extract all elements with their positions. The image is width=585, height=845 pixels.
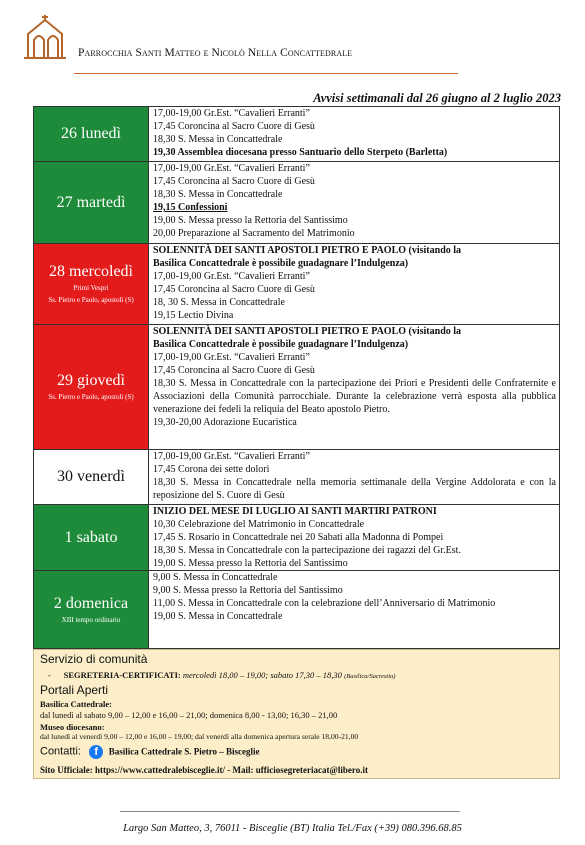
event-item: SOLENNITÀ DEI SANTI APOSTOLI PIETRO E PAOLO (visitando la xyxy=(153,326,462,337)
event-item: 19,00 S. Messa in Concattedrale xyxy=(153,611,283,622)
event-item: 17,45 Coroncina al Sacro Cuore di Gesù xyxy=(153,121,315,132)
day-cell xyxy=(34,505,149,571)
contacts-line xyxy=(40,745,260,759)
event-item: 17,00-19,00 Gr.Est. “Cavalieri Erranti” xyxy=(153,352,310,363)
event-item: 11,00 S. Messa in Concattedrale con la celebrazione dell’Anniversario di Matrimonio xyxy=(153,598,496,609)
day-name: 29 giovedì xyxy=(57,372,125,389)
notices-title: Avvisi settimanali dal 26 giugno al 2 luglio 2023 xyxy=(313,91,561,105)
day-name: 26 lunedì xyxy=(61,125,121,142)
day-cell xyxy=(34,107,149,162)
events-cell xyxy=(149,162,560,244)
event-item: 9,00 S. Messa in Concattedrale xyxy=(153,572,278,583)
event-item: 19,00 S. Messa presso la Rettoria del Santissimo xyxy=(153,215,348,226)
event-item: 19,15 Lectio Divina xyxy=(153,310,234,321)
day-name: 27 martedì xyxy=(56,193,126,211)
events-cell xyxy=(149,505,560,571)
event-item: 17,45 S. Rosario in Concattedrale nei 20 Sabati alla Madonna di Pompei xyxy=(153,532,444,543)
event-item: 17,00-19,00 Gr.Est. “Cavalieri Erranti” xyxy=(153,271,310,282)
facebook-icon[interactable]: f xyxy=(89,745,103,759)
footer-divider xyxy=(120,811,460,812)
church-logo xyxy=(22,14,68,62)
day-cell xyxy=(34,244,149,325)
basilica-hours: dal lunedì al sabato 9,00 – 12,00 e 16,00 – 21,00; domenica 8,00 - 13,00; 16,30 – 21,00 xyxy=(40,710,338,720)
events-cell xyxy=(149,244,560,325)
day-name: 1 sabato xyxy=(64,528,118,546)
day-cell xyxy=(34,450,149,505)
day-row xyxy=(34,162,560,244)
event-item: 19,00 S. Messa presso la Rettoria del Santissimo xyxy=(153,558,348,569)
day-liturgical-note: Ss. Pietro e Paolo, apostoli (S) xyxy=(48,393,134,401)
event-item: INIZIO DEL MESE DI LUGLIO AI SANTI MARTIRI PATRONI xyxy=(153,506,437,517)
day-row xyxy=(34,505,560,571)
day-row xyxy=(34,571,560,649)
events-cell xyxy=(149,325,560,450)
footer-address: Largo San Matteo, 3, 76011 - Bisceglie (BT) Italia Tel./Fax (+39) 080.396.68.85 xyxy=(123,823,462,834)
event-item: Basilica Concattedrale è possibile guadagnare l’Indulgenza) xyxy=(153,339,409,350)
day-name: 2 domenica xyxy=(53,594,129,612)
day-name: 30 venerdì xyxy=(57,468,125,485)
event-item: 18, 30 S. Messa in Concattedrale xyxy=(153,297,285,308)
day-liturgical-note: Ss. Pietro e Paolo, apostoli (S) xyxy=(48,296,134,304)
day-row xyxy=(34,107,560,162)
community-info-box xyxy=(33,649,560,779)
weekly-schedule-table xyxy=(33,106,560,649)
event-item: 9,00 S. Messa presso la Rettoria del Santissimo xyxy=(153,585,343,596)
event-item: SOLENNITÀ DEI SANTI APOSTOLI PIETRO E PAOLO (visitando la xyxy=(153,245,462,256)
day-row xyxy=(34,244,560,325)
event-item: 17,45 Coroncina al Sacro Cuore di Gesù xyxy=(153,365,315,376)
day-name: 28 mercoledì xyxy=(49,263,133,280)
facebook-page-link[interactable]: Basilica Cattedrale S. Pietro – Bisceglie xyxy=(108,746,260,757)
basilica-label: Basilica Cattedrale: xyxy=(40,699,112,709)
event-item: 18,30 S. Messa in Concattedrale xyxy=(153,189,283,200)
segreteria-hours: mercoledì 18,00 – 19,00; sabato 17,30 – 18,30 xyxy=(182,670,342,680)
portali-heading: Portali Aperti xyxy=(40,683,109,697)
event-item: 18,30 S. Messa in Concattedrale xyxy=(153,134,283,145)
event-item: 18,30 S. Messa in Concattedrale con la partecipazione dei ragazzi del Gr.Est. xyxy=(153,545,461,556)
day-cell xyxy=(34,325,149,450)
event-item: 20,00 Preparazione al Sacramento del Matrimonio xyxy=(153,228,355,239)
event-item: 17,00-19,00 Gr.Est. “Cavalieri Erranti” xyxy=(153,163,310,174)
event-item: 10,30 Celebrazione del Matrimonio in Concattedrale xyxy=(153,519,365,530)
site-mail-line[interactable]: Sito Ufficiale: https://www.cattedralebisceglie.it/ - Mail: ufficiosegreteriacat@libero.it xyxy=(40,765,368,775)
segreteria-line xyxy=(48,670,395,680)
header-divider xyxy=(74,73,458,74)
events-cell xyxy=(149,450,560,505)
museo-hours: dal lunedì al venerdì 9,00 – 12,00 e 16,00 – 19,00; dal venerdì alla domenica apertura serale 18,00-21,00 xyxy=(40,732,359,741)
segreteria-place: (Basilica/Sacrestia) xyxy=(344,673,396,680)
day-row xyxy=(34,325,560,450)
event-item: 17,00-19,00 Gr.Est. “Cavalieri Erranti” xyxy=(153,451,310,462)
segreteria-dash: - xyxy=(48,670,51,680)
event-item: 17,45 Corona dei sette dolori xyxy=(153,464,270,475)
servizio-heading: Servizio di comunità xyxy=(40,652,148,666)
segreteria-label: SEGRETERIA-CERTIFICATI: xyxy=(63,670,181,680)
event-item: 17,00-19,00 Gr.Est. “Cavalieri Erranti” xyxy=(153,108,310,119)
event-item: 19,15 Confessioni xyxy=(153,202,228,213)
day-liturgical-note: XIII tempo ordinario xyxy=(61,615,121,624)
event-item: Basilica Concattedrale è possibile guadagnare l’Indulgenza) xyxy=(153,258,409,269)
day-liturgical-note: Primi Vespri xyxy=(73,284,109,292)
event-item: 17,45 Coroncina al Sacro Cuore di Gesù xyxy=(153,176,315,187)
events-cell xyxy=(149,571,560,649)
day-cell xyxy=(34,162,149,244)
contacts-label: Contatti: xyxy=(40,745,81,758)
event-item: 17,45 Coroncina al Sacro Cuore di Gesù xyxy=(153,284,315,295)
event-item: 18,30 S. Messa in Concattedrale con la partecipazione dei Priori e Presidenti delle Confraternite e Associazioni della Comunità parrocchiale. Durante la celebrazione verrà esposta alla pubblica venerazione dei fedeli la reliquia del Beato apostolo Pietro. xyxy=(153,378,556,415)
event-item: 19,30 Assemblea diocesana presso Santuario dello Sterpeto (Barletta) xyxy=(153,147,448,158)
museo-label: Museo diocesano: xyxy=(40,722,105,732)
parish-name: Parrocchia Santi Matteo e Nicolò Nella Concattedrale xyxy=(78,47,353,59)
day-cell xyxy=(34,571,149,649)
event-item: 18,30 S. Messa in Concattedrale nella memoria settimanale della Vergine Addolorata e con la reposizione del S. Cuore di Gesù xyxy=(153,477,556,501)
day-row xyxy=(34,450,560,505)
events-cell xyxy=(149,107,560,162)
event-item: 19,30-20,00 Adorazione Eucaristica xyxy=(153,417,297,428)
